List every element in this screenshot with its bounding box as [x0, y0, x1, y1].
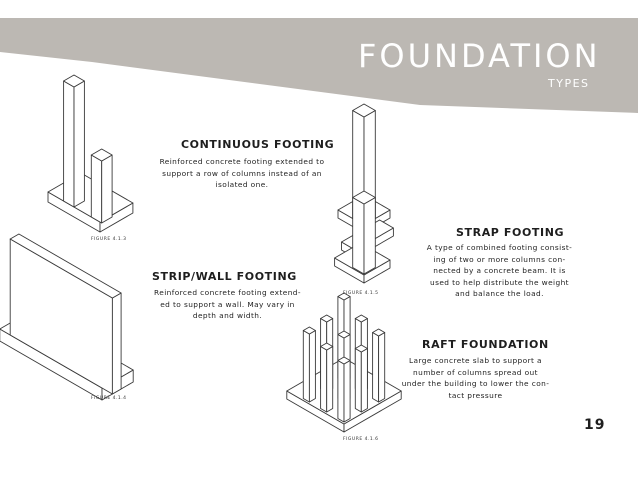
continuous-column-front-left: [91, 155, 101, 223]
raft-line-2: number of columns spread out: [413, 367, 538, 377]
continuous-line-3: isolated one.: [215, 180, 269, 189]
raft-column-right: [379, 333, 385, 403]
continuous-footing-description: [147, 156, 337, 191]
continuous-line-2: support a row of columns instead of an: [162, 168, 322, 178]
raft-column-left: [321, 347, 327, 413]
continuous-footing-drawing: [48, 75, 133, 232]
continuous-column-front-right: [102, 155, 112, 223]
raft-foundation-heading: RAFT FOUNDATION: [422, 338, 549, 351]
raft-column-right: [344, 361, 350, 423]
strip-line-3: depth and width.: [192, 311, 263, 320]
raft-column-right: [309, 331, 315, 403]
raft-column-left: [338, 361, 344, 423]
continuous-line-1: Reinforced concrete footing extended to: [159, 157, 325, 166]
page-title: FOUNDATION: [358, 37, 601, 75]
strap-footing-heading: STRAP FOOTING: [456, 226, 565, 239]
figure-caption-4-1-3: FIGURE 4.1.3: [91, 237, 127, 242]
strip-line-1: Reinforced concrete footing extend-: [154, 288, 301, 297]
strap-line-3: nected by a concrete beam. It is: [433, 266, 566, 275]
raft-column-right: [327, 347, 333, 413]
page-number: 19: [584, 417, 606, 433]
strap-line-5: and balance the load.: [455, 289, 544, 298]
strip-line-2: ed to support a wall. May vary in: [160, 299, 295, 309]
strip-wall-footing-heading: STRIP/WALL FOOTING: [152, 270, 297, 283]
figure-caption-4-1-6: FIGURE 4.1.6: [343, 437, 379, 442]
strap-column-front-left: [353, 198, 364, 275]
raft-column-left: [355, 349, 361, 413]
strap-line-1: A type of combined footing consist-: [426, 243, 573, 252]
continuous-footing-heading: CONTINUOUS FOOTING: [181, 138, 335, 151]
strap-footing-description: [422, 242, 577, 300]
page-subtitle: TYPES: [548, 77, 590, 90]
strap-footing-drawing: [335, 104, 394, 283]
figure-caption-4-1-4: FIGURE 4.1.4: [91, 396, 127, 401]
strap-column-front-right: [364, 198, 375, 275]
raft-column-left: [303, 331, 309, 403]
figure-caption-4-1-5: FIGURE 4.1.5: [343, 291, 379, 296]
continuous-column-back-left: [64, 81, 74, 207]
raft-line-3: under the building to lower the con-: [401, 379, 550, 388]
strap-line-2: ing of two or more columns con-: [433, 254, 566, 264]
strip-wall-right: [112, 293, 121, 394]
continuous-column-back-right: [74, 81, 84, 207]
raft-foundation-description: [393, 355, 558, 401]
raft-column-right: [361, 349, 367, 413]
strip-footing-drawing: [0, 234, 133, 400]
raft-line-4: tact pressure: [448, 390, 503, 400]
strap-line-4: used to help distribute the weight: [430, 277, 569, 287]
raft-line-1: Large concrete slab to support a: [409, 356, 542, 365]
raft-column-left: [373, 333, 379, 403]
strip-wall-footing-description: [140, 287, 315, 322]
